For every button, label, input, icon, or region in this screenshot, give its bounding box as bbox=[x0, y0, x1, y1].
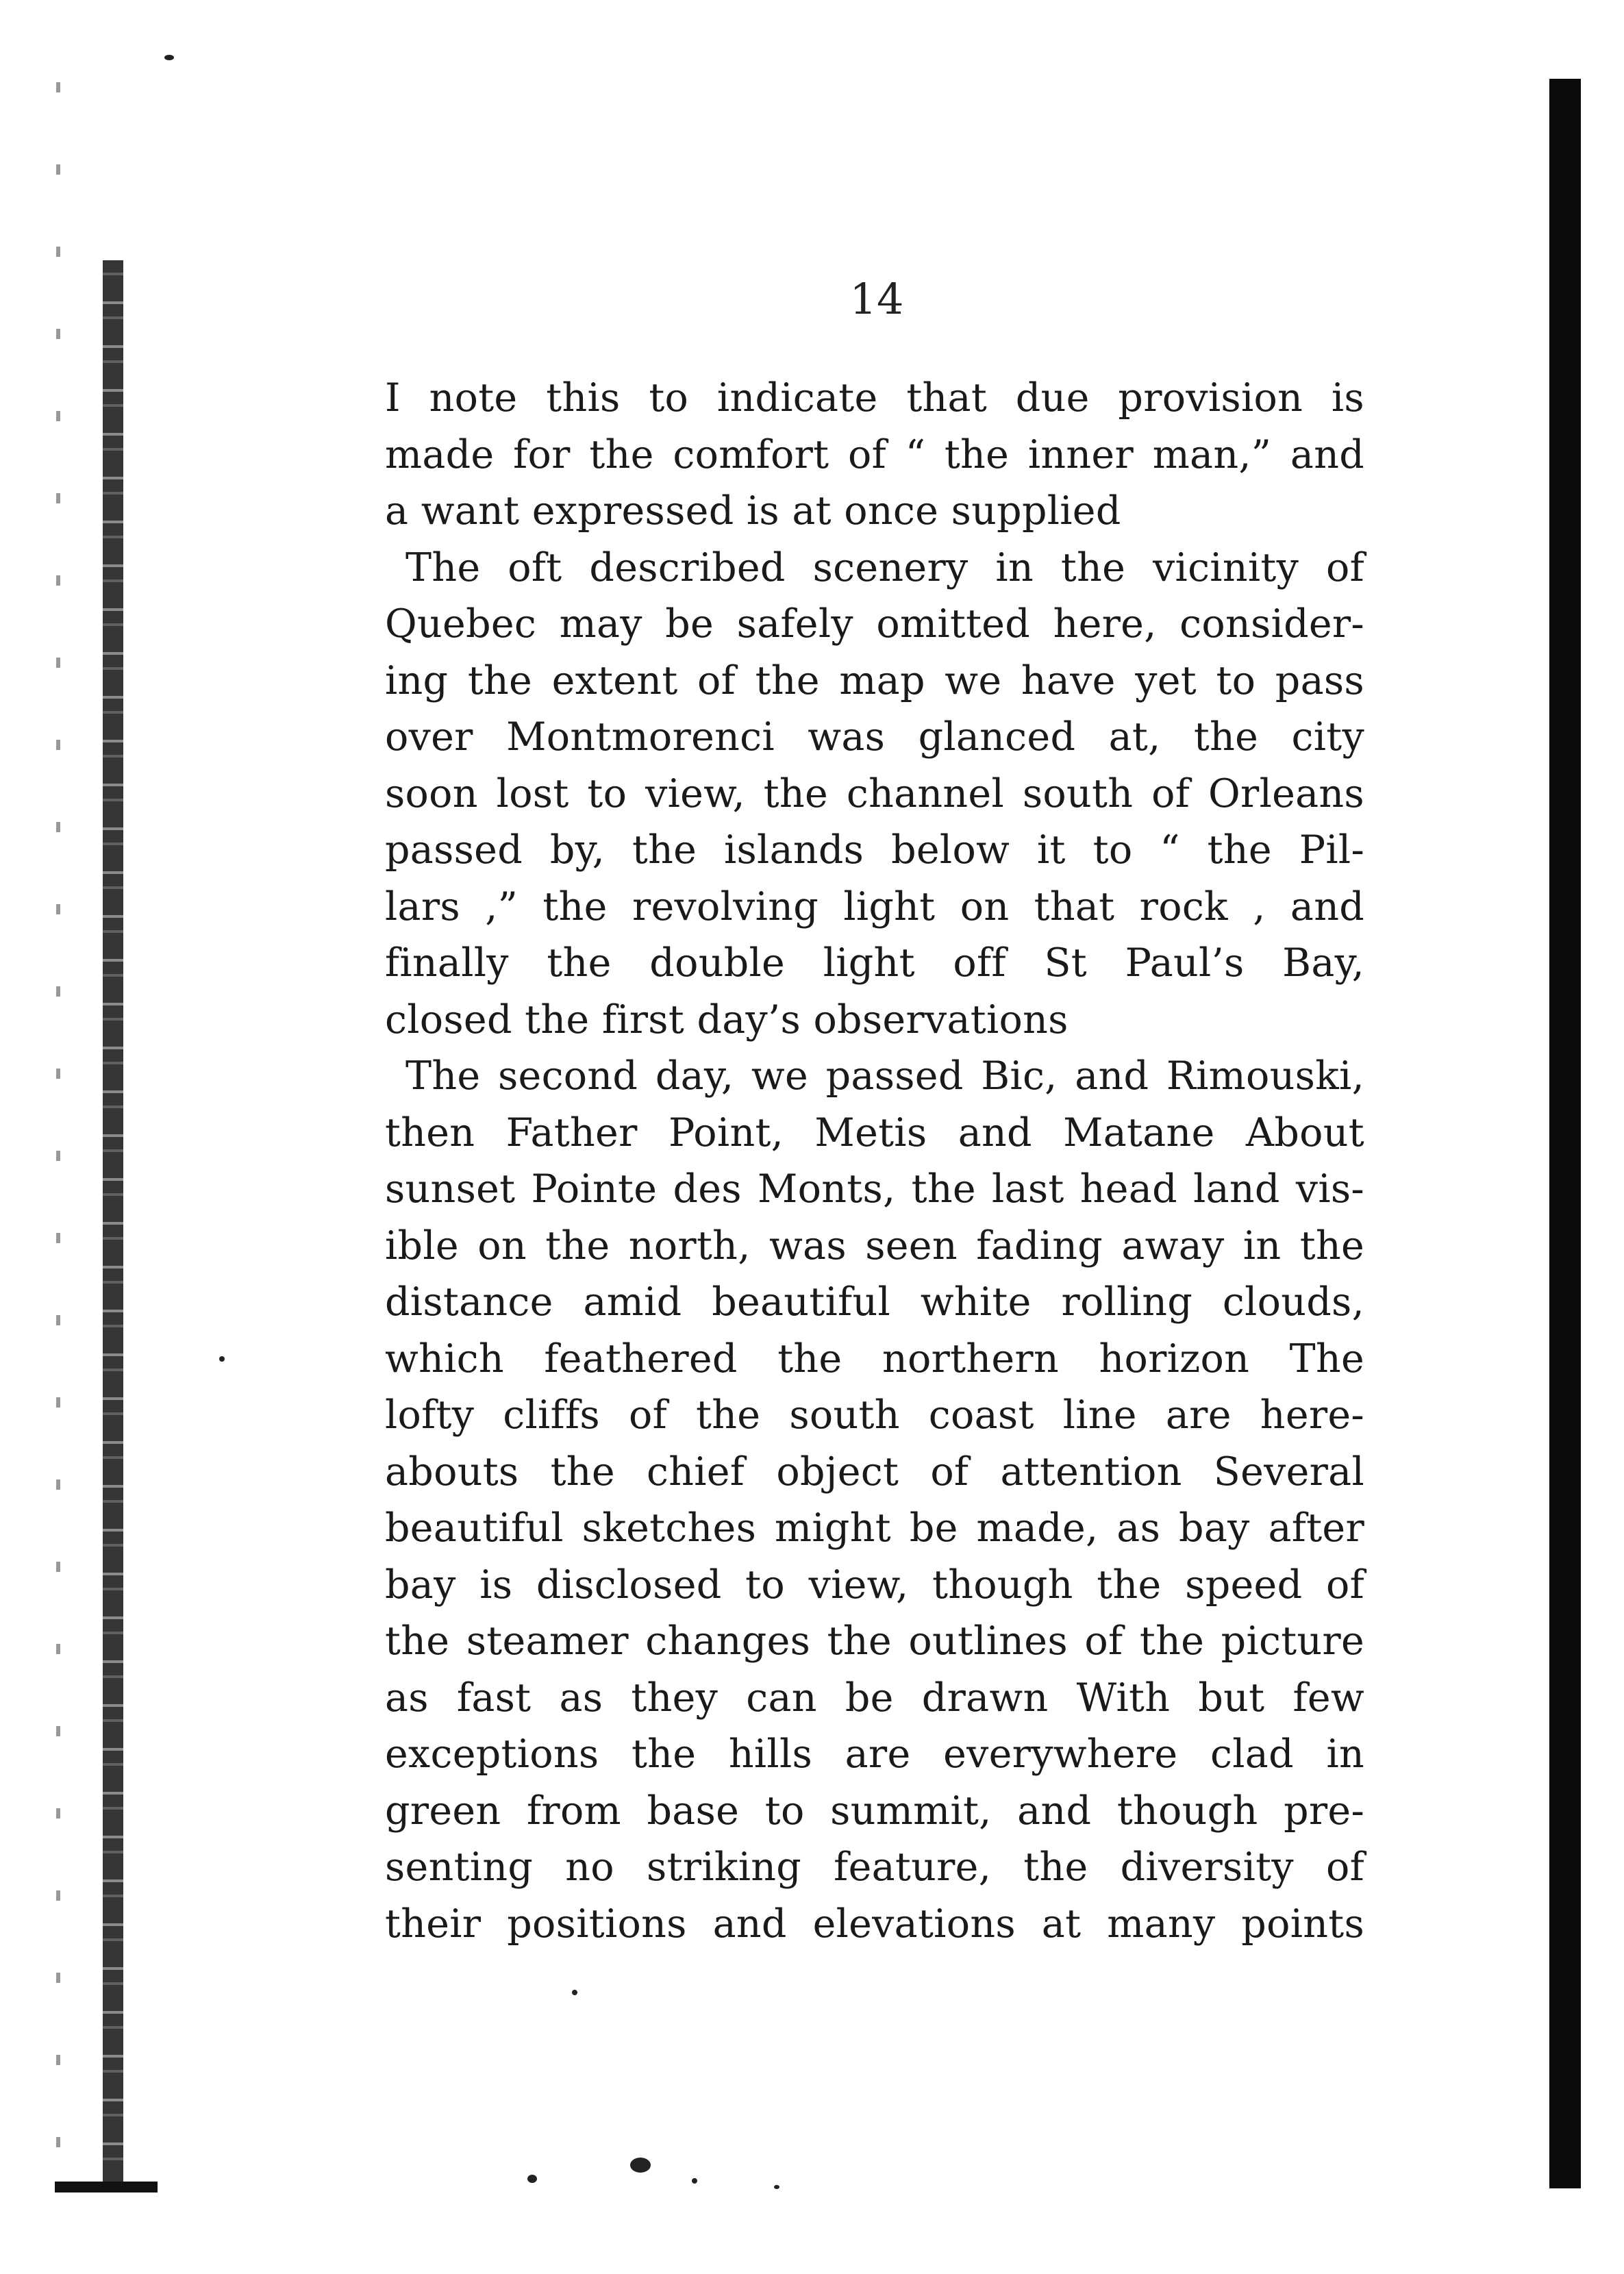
scan-speck bbox=[630, 2158, 651, 2173]
text-line: over Montmorenci was glanced at, the city bbox=[385, 714, 1364, 760]
text-line: ing the extent of the map we have yet to pass bbox=[385, 658, 1364, 703]
text-line: sunset Pointe des Monts, the last head land vis- bbox=[385, 1166, 1364, 1212]
bottom-left-scan-bar bbox=[55, 2182, 158, 2192]
text-line: bay is disclosed to view, though the speed of bbox=[385, 1562, 1364, 1608]
text-line: The oft described scenery in the vicinity of bbox=[405, 545, 1364, 590]
left-margin-artifact bbox=[56, 55, 60, 2164]
text-line: senting no striking feature, the diversity of bbox=[385, 1845, 1364, 1890]
page-number: 14 bbox=[849, 274, 904, 324]
body-text bbox=[385, 370, 1364, 1952]
text-line: abouts the chief object of attention Several bbox=[385, 1449, 1364, 1495]
text-line: I note this to indicate that due provision is bbox=[385, 375, 1364, 421]
text-line: soon lost to view, the channel south of Orleans bbox=[385, 771, 1364, 816]
text-line: ible on the north, was seen fading away in the bbox=[385, 1223, 1364, 1269]
text-line: lofty cliffs of the south coast line are here- bbox=[385, 1392, 1364, 1438]
scan-speck bbox=[164, 55, 174, 60]
scan-speck bbox=[774, 2185, 779, 2189]
scan-speck bbox=[527, 2175, 537, 2183]
scan-speck bbox=[572, 1990, 577, 1995]
text-line: green from base to summit, and though pre- bbox=[385, 1788, 1364, 1834]
text-line: The second day, we passed Bic, and Rimouski, bbox=[405, 1053, 1364, 1099]
text-line: Quebec may be safely omitted here, consider- bbox=[385, 601, 1364, 647]
scan-speck bbox=[219, 1356, 225, 1362]
text-line: which feathered the northern horizon The bbox=[385, 1336, 1364, 1382]
text-line: as fast as they can be drawn With but few bbox=[385, 1675, 1364, 1721]
binding-edge-artifact bbox=[103, 260, 123, 2192]
text-line: finally the double light off St Paul’s Bay, bbox=[385, 940, 1364, 986]
text-line: lars ,” the revolving light on that rock , and bbox=[385, 884, 1364, 929]
text-line: exceptions the hills are everywhere clad in bbox=[385, 1732, 1364, 1777]
text-line: a want expressed is at once supplied bbox=[385, 488, 1121, 534]
text-line: the steamer changes the outlines of the picture bbox=[385, 1619, 1364, 1664]
text-line: passed by, the islands below it to “ the Pil- bbox=[385, 827, 1364, 873]
right-edge-scan-bar bbox=[1549, 79, 1581, 2188]
text-line: their positions and elevations at many points bbox=[385, 1901, 1364, 1947]
text-line: distance amid beautiful white rolling clouds, bbox=[385, 1279, 1364, 1325]
text-line: closed the first day’s observations bbox=[385, 997, 1069, 1042]
text-line: made for the comfort of “ the inner man,” and bbox=[385, 432, 1364, 477]
text-line: beautiful sketches might be made, as bay after bbox=[385, 1505, 1364, 1551]
scan-speck bbox=[692, 2178, 697, 2184]
text-line: then Father Point, Metis and Matane About bbox=[385, 1110, 1364, 1155]
